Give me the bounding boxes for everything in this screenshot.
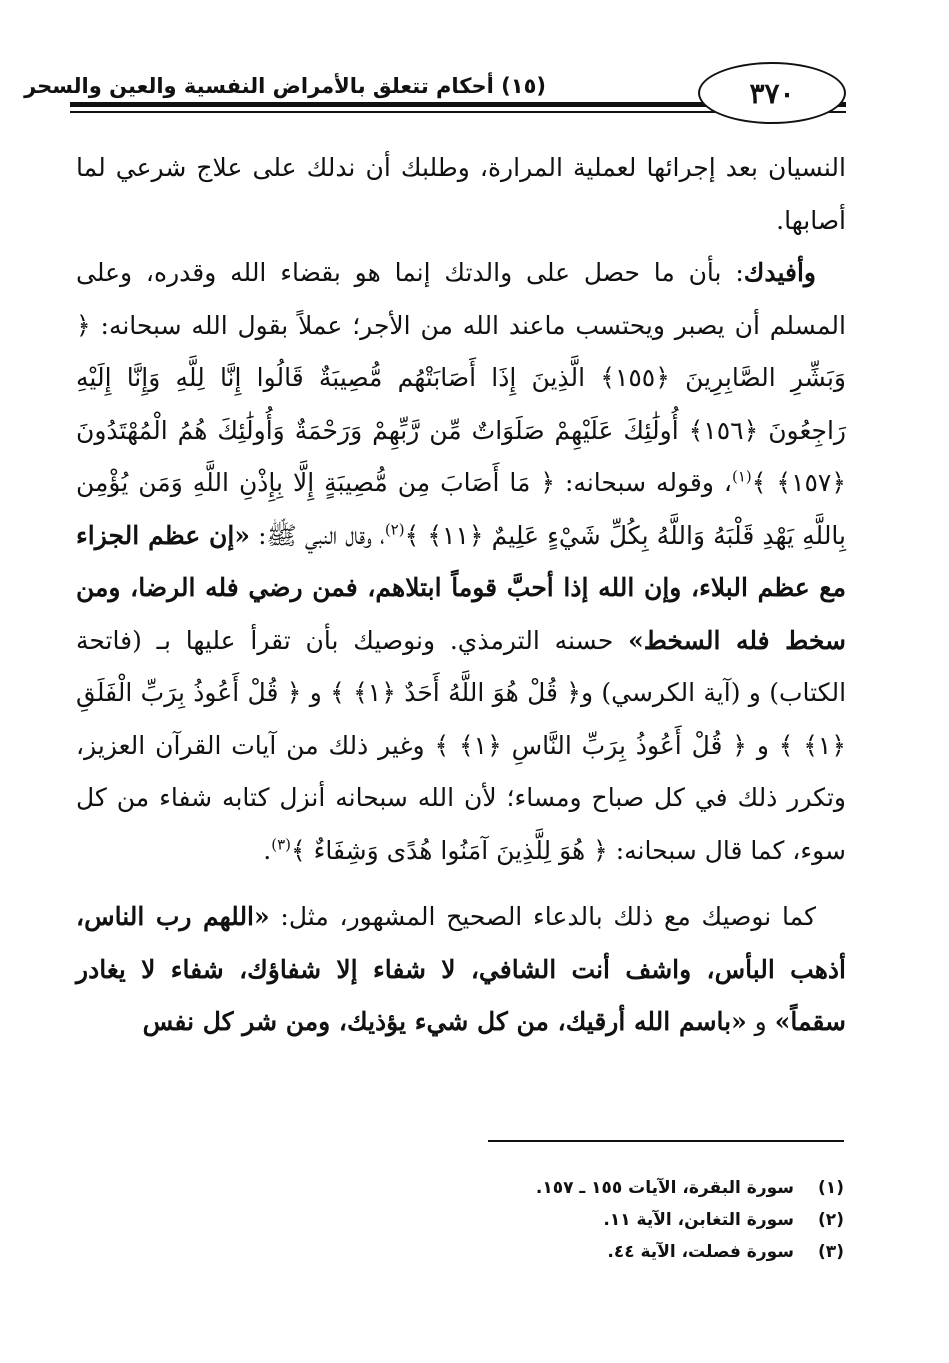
paragraph-3-text-b: و	[746, 1007, 775, 1036]
quran-verse-1: ﴿ وَبَشِّرِ الصَّابِرِينَ ﴿١٥٥﴾ الَّذِينَ إِذَا أَصَابَتْهُم مُّصِيبَةٌ قَالُوا إِنَّا لِلَّهِ وَإِنَّا إِلَيْهِ رَاجِعُونَ ﴿١٥٦﴾ أُولَٰئِكَ عَلَيْهِمْ صَلَوَاتٌ مِّن رَّبِّهِمْ وَرَحْمَةٌ وَأُولَٰئِكَ هُمُ الْمُهْتَدُونَ ﴿١٥٧﴾ ﴾	[76, 310, 847, 497]
hadith-quote: «إن عظم الجزاء مع عظم البلاء، وإن الله إذا أحبَّ قوماً ابتلاهم، فمن رضي فله الرضا، ومن سخط فله السخط»	[76, 520, 846, 655]
dua-quote-2: «باسم الله أرقيك، من كل شيء يؤذيك، ومن شر كل نفس	[142, 1007, 747, 1036]
paragraph-3	[76, 891, 846, 1049]
page-number: ٣٧٠	[698, 62, 846, 124]
footnote-item	[400, 1204, 846, 1236]
paragraph-2-text-b: ، وقوله سبحانه:	[555, 468, 732, 497]
quran-verse-ikhlas: ﴿ قُلْ هُوَ اللَّهُ أَحَدٌ ﴿١﴾ ﴾	[330, 678, 581, 707]
quran-verse-falaq: ﴿ قُلْ أَعُوذُ بِرَبِّ الْفَلَقِ ﴿١﴾ ﴾	[76, 678, 847, 760]
dua-quote-1: «اللهم رب الناس، أذهب البأس، واشف أنت الشافي، لا شفاء إلا شفاؤك، شفاء لا يغادر سقماً»	[76, 902, 846, 1036]
paragraph-2-text-g: وغير ذلك من آيات القرآن العزيز، وتكرر ذلك في كل صباح ومساء؛ لأن الله سبحانه أنزل كتابه شفاء من كل سوء، كما قال سبحانه:	[76, 730, 846, 865]
footnote-number: (٣)	[818, 1242, 844, 1262]
footnote-mark-2: (٢)	[384, 520, 405, 539]
footnote-mark-3: (٣)	[271, 835, 292, 854]
paragraph-2-text-f: و	[746, 730, 779, 760]
running-title: (١٥) أحكام تتعلق بالأمراض النفسية والعين والسحر	[24, 74, 546, 98]
footnote-number: (٢)	[818, 1210, 844, 1230]
footnote-text: سورة التغابن، الآية ١١.	[603, 1210, 794, 1230]
paragraph-2	[76, 247, 846, 877]
footnotes	[400, 1172, 846, 1268]
quran-verse-3: ﴿ هُوَ لِلَّذِينَ آمَنُوا هُدًى وَشِفَاءٌ ﴾	[291, 835, 608, 865]
paragraph-2-text-a: : بأن ما حصل على والدتك إنما هو بقضاء الله وقدره، وعلى المسلم أن يصبر ويحتسب ماعند الله من الأجر؛ عملاً بقول الله سبحانه:	[76, 258, 846, 340]
paragraph-2-text-e: و	[301, 678, 331, 707]
paragraph-2-text-c: ، وقال النبي ﷺ:	[249, 520, 385, 550]
paragraph-1: النسيان بعد إجرائها لعملية المرارة، وطلبك أن ندلك على علاج شرعي لما أصابها.	[76, 153, 846, 235]
footnote-item	[400, 1236, 846, 1268]
footnote-text: سورة البقرة، الآيات ١٥٥ ـ ١٥٧.	[535, 1178, 794, 1198]
body-text	[76, 142, 846, 1049]
paragraph-2-text-d: حسنه الترمذي. ونوصيك بأن تقرأ عليها بـ (فاتحة الكتاب) و (آية الكرسي) و	[76, 625, 847, 707]
page-header	[24, 62, 846, 124]
footnote-item	[400, 1172, 846, 1204]
footnote-mark-1: (١)	[732, 467, 752, 486]
footnote-text: سورة فصلت، الآية ٤٤.	[607, 1242, 794, 1262]
paragraph-2-end: .	[263, 835, 272, 865]
quran-verse-2: ﴿ مَا أَصَابَ مِن مُّصِيبَةٍ إِلَّا بِإِذْنِ اللَّهِ وَمَن يُؤْمِن بِاللَّهِ يَهْدِ قَلْبَهُ وَاللَّهُ بِكُلِّ شَيْءٍ عَلِيمٌ ﴿١١﴾ ﴾	[76, 468, 847, 550]
paragraph-3-text-a: كما نوصيك مع ذلك بالدعاء الصحيح المشهور، مثل:	[269, 902, 816, 931]
paragraph-2-lead: وأفيدك	[743, 258, 816, 287]
footnote-number: (١)	[818, 1178, 844, 1198]
footnote-separator	[488, 1140, 844, 1142]
quran-verse-nas: ﴿ قُلْ أَعُوذُ بِرَبِّ النَّاسِ ﴿١﴾ ﴾	[434, 730, 747, 760]
